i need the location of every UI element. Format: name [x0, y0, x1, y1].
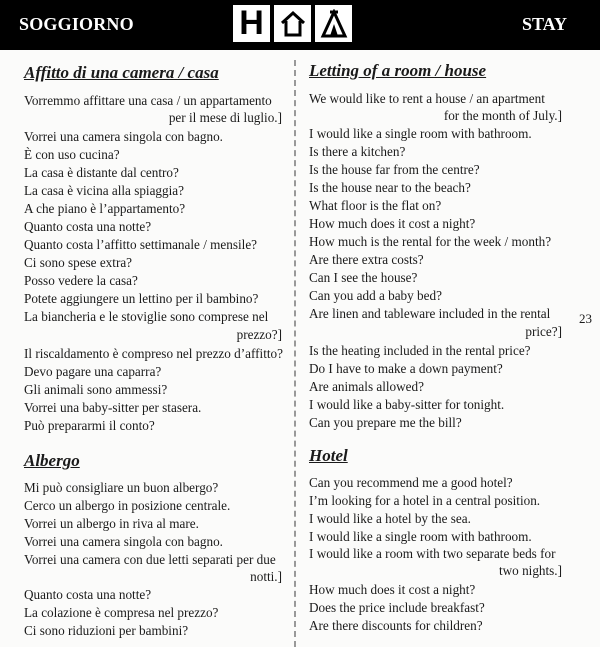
english-hotel-line: Does the price include breakfast? — [309, 600, 485, 615]
italian-hotel-line: Quanto costa una notte? — [24, 587, 152, 602]
italian-hotel-line: Cerco un albergo in posizione centrale. — [24, 498, 231, 513]
english-hotel-line: I would like a hotel by the sea. — [309, 511, 471, 526]
column-divider — [294, 60, 296, 647]
italian-rental-line: Potete aggiungere un lettino per il bambino? — [24, 291, 259, 306]
english-rental-line: What floor is the flat on? — [309, 198, 442, 213]
italian-rental-line: Gli animali sono ammessi? — [24, 382, 168, 397]
italian-rental-line: Può prepararmi il conto? — [24, 418, 155, 433]
english-hotel-line: I would like a single room with bathroom. — [309, 529, 532, 544]
english-rental-line: Are animals allowed? — [309, 379, 424, 394]
italian-hotel-line: Mi può consigliare un buon albergo? — [24, 480, 219, 495]
italian-rental-line: Quanto costa l’affitto settimanale / mensile? — [24, 237, 258, 252]
english-hotel-line: Are there discounts for children? — [309, 618, 483, 633]
english-rental-line: Is the house near to the beach? — [309, 180, 471, 195]
italian-rental-line: Quanto costa una notte? — [24, 219, 152, 234]
italian-rental-line: La biancheria e le stoviglie sono comprese nel — [24, 309, 269, 324]
italian-rental-line: Vorrei una baby-sitter per stasera. — [24, 400, 202, 415]
italian-rental-line: prezzo?] — [236, 327, 282, 342]
italian-hotel-line: La colazione è compresa nel prezzo? — [24, 605, 219, 620]
english-rental-line: Can I see the house? — [309, 270, 418, 285]
english-rental-line: for the month of July.] — [443, 108, 562, 123]
italian-rental-line: Posso vedere la casa? — [24, 273, 138, 288]
english-rental-line: Can you prepare me the bill? — [309, 415, 462, 430]
english-rental-line: How much does it cost a night? — [309, 216, 476, 231]
italian-rental-line: È con uso cucina? — [24, 147, 120, 162]
italian-rental-line: La casa è distante dal centro? — [24, 165, 179, 180]
english-rental-line: price?] — [525, 324, 562, 339]
page-number: 23 — [579, 311, 592, 326]
english-rental-line: Is the house far from the centre? — [309, 162, 480, 177]
italian-hotel-line: Vorrei una camera con due letti separati per due — [24, 552, 276, 567]
italian-hotel-line: Vorrei una camera singola con bagno. — [24, 534, 223, 549]
english-hotel-line: two nights.] — [498, 563, 562, 578]
english-rental-line: Are linen and tableware included in the rental — [309, 306, 551, 321]
english-rental-line: We would like to rent a house / an apartment — [309, 91, 545, 106]
page-header — [0, 0, 600, 50]
italian-rental-line: La casa è vicina alla spiaggia? — [24, 183, 184, 198]
english-rental-line: Can you add a baby bed? — [309, 288, 442, 303]
header-title-italian: SOGGIORNO — [19, 14, 134, 34]
english-hotel-line: I’m looking for a hotel in a central position. — [309, 493, 541, 508]
house-icon — [274, 5, 311, 42]
italian-rental-line: Ci sono spese extra? — [24, 255, 133, 270]
english-hotel-line: Can you recommend me a good hotel? — [309, 475, 513, 490]
english-rental-line: Is there a kitchen? — [309, 144, 406, 159]
header-title-english: STAY — [521, 14, 567, 34]
english-hotel-line: I would like a room with two separate beds for — [309, 546, 556, 561]
english-rental-heading: Letting of a room / house — [309, 61, 487, 80]
italian-rental-line: A che piano è l’appartamento? — [24, 201, 186, 216]
italian-hotel-line: Ci sono riduzioni per bambini? — [24, 623, 189, 638]
italian-hotel-line: Vorrei un albergo in riva al mare. — [24, 516, 199, 531]
italian-rental-line: Il riscaldamento è compreso nel prezzo d’affitto? — [24, 346, 283, 361]
italian-rental-line: Devo pagare una caparra? — [24, 364, 162, 379]
english-rental-line: Do I have to make a down payment? — [309, 361, 503, 376]
english-rental-line: I would like a baby-sitter for tonight. — [309, 397, 505, 412]
english-hotel-line: How much does it cost a night? — [309, 582, 476, 597]
italian-rental-heading: Affitto di una camera / casa — [24, 63, 219, 82]
header-icons — [233, 5, 352, 43]
italian-rental-line: Vorrei una camera singola con bagno. — [24, 129, 223, 144]
italian-hotel-heading: Albergo — [24, 451, 80, 470]
tent-icon — [315, 5, 352, 42]
english-rental-line: Is the heating included in the rental price? — [309, 343, 531, 358]
italian-rental-line: per il mese di luglio.] — [168, 110, 282, 125]
hotel-h-icon — [233, 5, 270, 42]
english-rental-line: I would like a single room with bathroom. — [309, 126, 532, 141]
english-rental-line: Are there extra costs? — [309, 252, 424, 267]
hotel-h-glyph: H — [239, 4, 264, 42]
english-rental-line: How much is the rental for the week / month? — [309, 234, 552, 249]
italian-hotel-line: notti.] — [250, 569, 282, 584]
italian-rental-line: Vorremmo affittare una casa / un appartamento — [24, 93, 272, 108]
english-hotel-heading: Hotel — [309, 446, 348, 465]
